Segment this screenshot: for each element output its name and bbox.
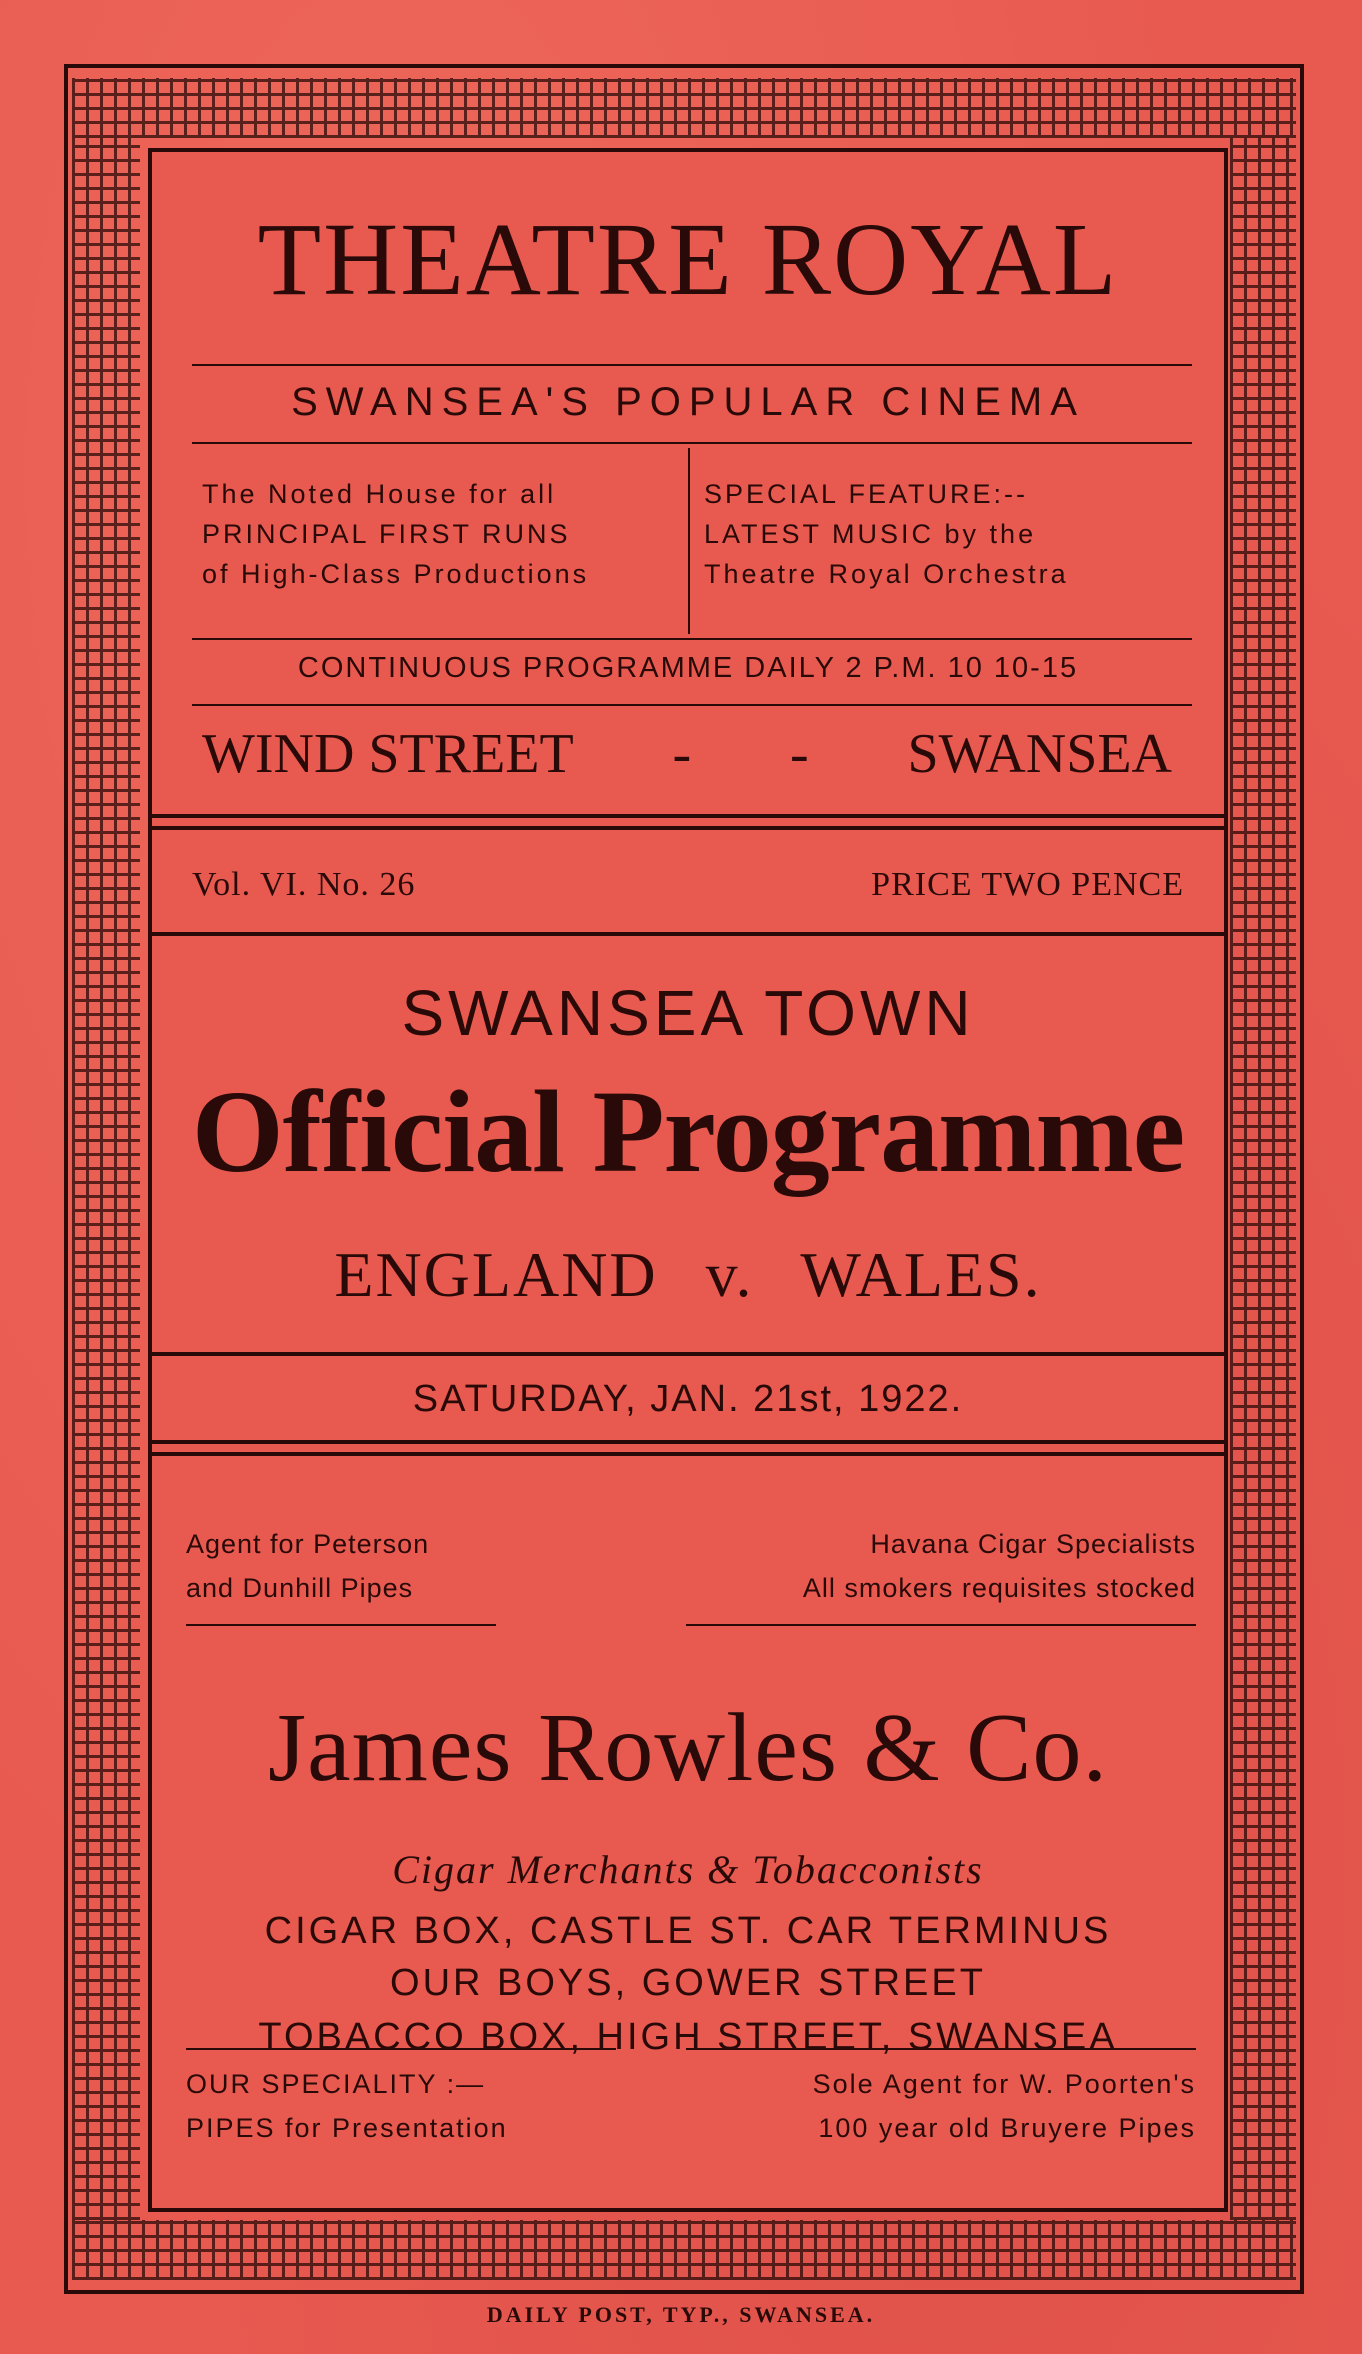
programme-cover [148,148,1228,2212]
separator-dash: - [790,723,809,785]
printer-imprint: DAILY POST, TYP., SWANSEA. [486,2302,876,2327]
divider [186,2048,616,2050]
description-line: of High-Class Productions [202,559,590,589]
double-rule [152,814,1224,830]
divider [192,704,1192,706]
theatre-subtitle: SWANSEA'S POPULAR CINEMA [291,380,1085,424]
theatre-address [202,722,1172,786]
match-date: SATURDAY, JAN. 21st, 1922. [412,1378,964,1420]
street-name: WIND STREET [202,723,574,785]
fret-border-bottom [72,2220,1296,2280]
theatre-description [202,474,672,594]
specialist-line: All smokers requisites stocked [802,1573,1196,1603]
divider [686,2048,1196,2050]
sole-agent-line: 100 year old Bruyere Pipes [818,2113,1196,2143]
speciality-line: OUR SPECIALITY :— [186,2069,486,2099]
divider [686,1624,1196,1626]
company-name: James Rowles & Co. [267,1694,1109,1802]
divider [192,442,1192,444]
description-line: PRINCIPAL FIRST RUNS [202,519,571,549]
price: PRICE TWO PENCE [871,866,1184,903]
divider [192,638,1192,640]
agent-line: Agent for Peterson [186,1529,430,1559]
description-line: The Noted House for all [202,479,557,509]
special-feature [704,474,1204,594]
feature-line: Theatre Royal Orchestra [704,559,1069,589]
speciality-line: PIPES for Presentation [186,2113,508,2143]
fret-border-right [1230,138,1296,2220]
theatre-title: THEATRE ROYAL [257,202,1119,317]
match-title: ENGLAND v. WALES. [334,1239,1042,1310]
specialist-note [686,1522,1196,1610]
volume-number: Vol. VI. No. 26 [192,866,416,903]
sole-agent-line: Sole Agent for W. Poorten's [812,2069,1196,2099]
agent-note [186,1522,616,1610]
sole-agent-note [686,2062,1196,2150]
divider [152,1352,1224,1356]
shop-address: OUR BOYS, GOWER STREET [390,1962,986,2004]
fret-border-left [72,138,140,2220]
divider [192,364,1192,366]
programme-heading: Official Programme [191,1066,1185,1197]
city-name: SWANSEA [907,723,1172,785]
shop-address: TOBACCO BOX, HIGH STREET, SWANSEA [258,2016,1118,2058]
programme-hours: CONTINUOUS PROGRAMME DAILY 2 P.M. 10 10-15 [297,652,1079,684]
column-divider [688,448,690,634]
fret-border-top [72,78,1296,138]
company-trade: Cigar Merchants & Tobacconists [392,1847,984,1892]
double-rule [152,1440,1224,1456]
separator-dash: - [672,723,692,785]
divider [186,1624,496,1626]
feature-line: SPECIAL FEATURE:-- [704,479,1029,509]
shop-address: CIGAR BOX, CASTLE ST. CAR TERMINUS [264,1910,1112,1952]
divider [152,932,1224,936]
agent-line: and Dunhill Pipes [186,1573,414,1603]
speciality-note [186,2062,616,2150]
specialist-line: Havana Cigar Specialists [870,1529,1196,1559]
club-name: SWANSEA TOWN [401,977,975,1049]
feature-line: LATEST MUSIC by the [704,519,1037,549]
